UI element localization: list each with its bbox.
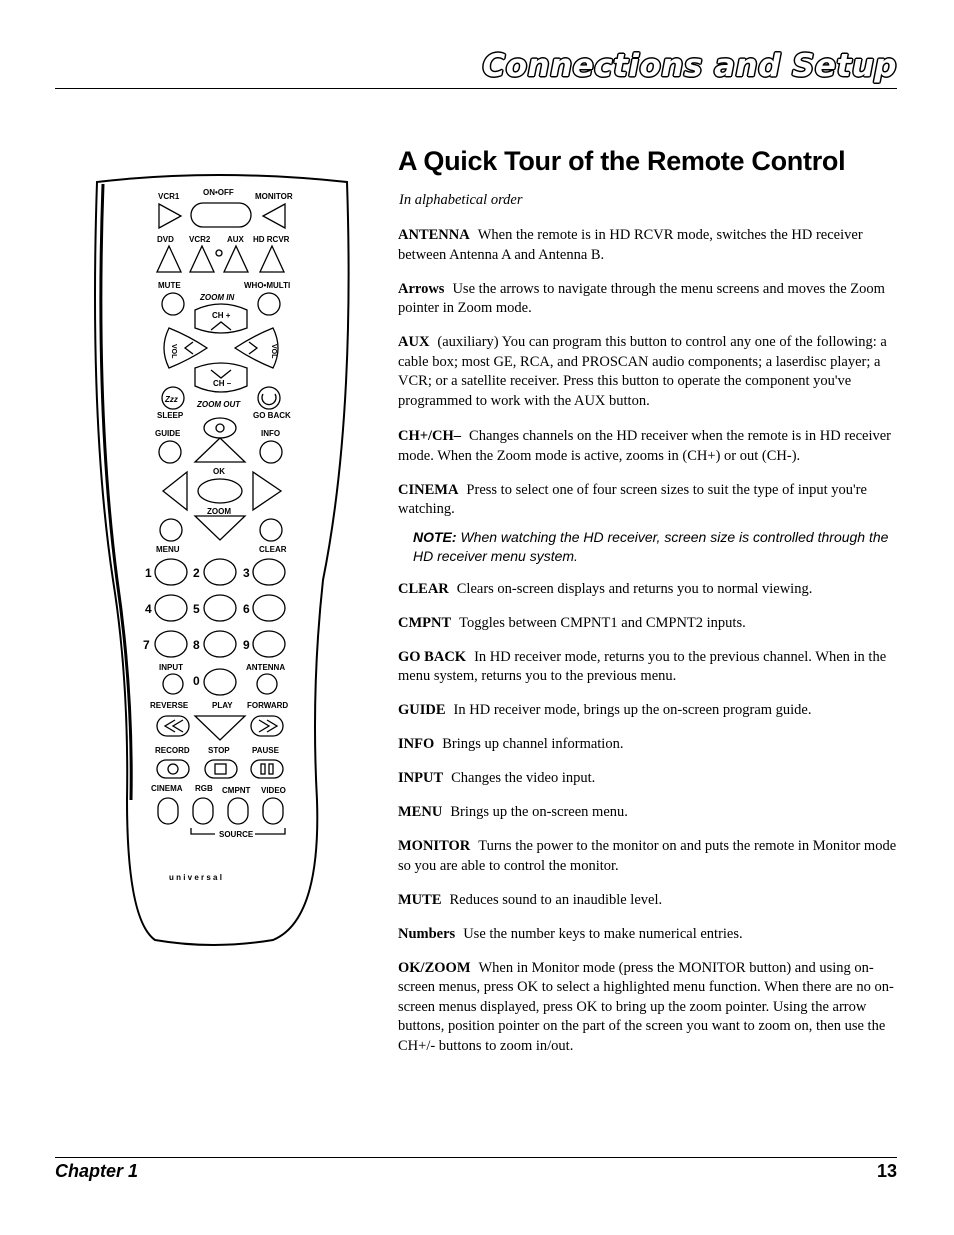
num-2-button (204, 559, 236, 585)
label-monitor: MONITOR (255, 192, 293, 201)
input-button (163, 674, 183, 694)
video-button (263, 798, 283, 824)
label-zoomout: ZOOM OUT (197, 400, 241, 409)
label-pause: PAUSE (252, 746, 279, 755)
cmpnt-button (228, 798, 248, 824)
label-zoomin: ZOOM IN (200, 293, 235, 302)
label-chminus: CH – (213, 379, 232, 388)
record-button (157, 760, 189, 778)
left-arrow-button (163, 472, 187, 510)
label-source: SOURCE (219, 830, 254, 839)
entry-guide: GUIDE In HD receiver mode, brings up the on-screen program guide. (398, 702, 812, 718)
pause-button (251, 760, 283, 778)
label-zoom: ZOOM (207, 507, 231, 516)
label-forward: FORWARD (247, 701, 289, 710)
footer-chapter: Chapter 1 (55, 1161, 139, 1181)
entry-input: INPUT Changes the video input. (398, 770, 596, 786)
entry-goback: GO BACK In HD receiver mode, returns you to the previous channel. When in the menu system, returns you to the previous menu. (398, 648, 887, 684)
brand-logo: u n i v e r s a l (169, 873, 222, 882)
label-aux: AUX (227, 235, 244, 244)
label-num-8: 8 (193, 638, 200, 652)
label-record: RECORD (155, 746, 190, 755)
entry-info: INFO Brings up channel information. (398, 736, 624, 752)
header-rule (55, 88, 897, 89)
num-3-button (253, 559, 285, 585)
aux-button (224, 246, 248, 272)
label-menu: MENU (156, 545, 180, 554)
stop-icon (215, 764, 226, 774)
label-num-6: 6 (243, 602, 250, 616)
vcr2-button (190, 246, 214, 272)
label-num-0: 0 (193, 674, 200, 688)
entry-aux: AUX (auxiliary) You can program this button to control any one of the following: a cable box; most GE, RCA, and PROSCAN audio components; a laserdisc player; a VCR; or a satellite receiver. Press this button to operate the component you've programmed to work with the AUX button. (398, 334, 887, 409)
label-num-5: 5 (193, 602, 200, 616)
label-reverse: REVERSE (150, 701, 189, 710)
menu-button (160, 519, 182, 541)
num-6-button (253, 595, 285, 621)
label-num-9: 9 (243, 638, 250, 652)
label-vcr2: VCR2 (189, 235, 211, 244)
label-num-1: 1 (145, 566, 152, 580)
label-sleep: SLEEP (157, 411, 184, 420)
num-9-button (253, 631, 285, 657)
rewind-icon (165, 720, 183, 732)
num-4-button (155, 595, 187, 621)
entry-ch: CH+/CH– Changes channels on the HD receiver when the remote is in HD receiver mode. When the Zoom mode is active, zooms in (CH+) or out (CH-). (398, 428, 891, 464)
label-vcr1: VCR1 (158, 192, 180, 201)
antenna-button (257, 674, 277, 694)
ok-zoom-button (198, 479, 242, 503)
clear-button (260, 519, 282, 541)
note: NOTE: When watching the HD receiver, screen size is controlled through the HD receiver menu system. (413, 528, 889, 564)
zzz-icon: Zzz (165, 395, 178, 404)
label-stop: STOP (208, 746, 230, 755)
num-0-button (204, 669, 236, 695)
guide-button (159, 441, 181, 463)
go-back-icon (262, 394, 276, 405)
entry-clear: CLEAR Clears on-screen displays and returns you to normal viewing. (398, 580, 813, 597)
label-cmpnt: CMPNT (222, 786, 251, 795)
label-num-4: 4 (145, 602, 152, 616)
whomulti-button (258, 293, 280, 315)
section-title: A Quick Tour of the Remote Control (398, 146, 846, 176)
entry-antenna: ANTENNA When the remote is in HD RCVR mode, switches the HD receiver between Antenna A and Antenna B. (398, 227, 863, 263)
mute-button (162, 293, 184, 315)
up-arrow-button (195, 438, 245, 462)
play-button (195, 716, 245, 740)
pointer-button (204, 418, 236, 438)
label-mute: MUTE (158, 281, 181, 290)
label-cinema: CINEMA (151, 784, 183, 793)
label-chplus: CH + (212, 311, 231, 320)
entry-cinema: CINEMA Press to select one of four screen sizes to suit the type of input you're watching. (398, 481, 867, 517)
monitor-button (263, 204, 285, 228)
entries-list (398, 226, 910, 1071)
num-8-button (204, 631, 236, 657)
goback-button (258, 387, 280, 409)
label-num-3: 3 (243, 566, 250, 580)
footer-rule (55, 1157, 897, 1158)
entry-numbers: Numbers Use the number keys to make numerical entries. (398, 925, 743, 942)
stop-button (205, 760, 237, 778)
label-vol-left: VOL (170, 344, 177, 359)
label-clear: CLEAR (259, 545, 287, 554)
entry-mute: MUTE Reduces sound to an inaudible level. (398, 891, 663, 908)
down-arrow-button (195, 516, 245, 540)
entry-arrows: Arrows Use the arrows to navigate through the menu screens and moves the Zoom pointer in Zoom mode. (398, 280, 885, 316)
label-dvd: DVD (157, 235, 174, 244)
cinema-button (158, 798, 178, 824)
section-subtitle: In alphabetical order (399, 192, 523, 208)
entry-cmpnt: CMPNT Toggles between CMPNT1 and CMPNT2 inputs. (398, 614, 746, 631)
page-header-title: Connections and Setup (482, 48, 897, 84)
label-hdrcvr: HD RCVR (253, 235, 290, 244)
entry-monitor: MONITOR Turns the power to the monitor on and puts the remote in Monitor mode so you are able to control the monitor. (398, 838, 897, 874)
fast-forward-icon (259, 720, 277, 732)
label-info: INFO (261, 429, 281, 438)
entry-menu: MENU Brings up the on-screen menu. (398, 804, 628, 820)
entry-okzoom: OK/ZOOM When in Monitor mode (press the MONITOR button) and using on-screen menus, press OK to select a highlighted menu function. When there are no on-screen menus displayed, press OK to bring up the zoom pointer. Using the arrow buttons, position pointer on the part of the screen you want to zoom on, then use the CH+/- buttons to zoom in/out. (398, 959, 894, 1054)
onoff-button (191, 203, 251, 227)
label-play: PLAY (212, 701, 233, 710)
vcr1-button (159, 204, 181, 228)
label-whomulti: WHO•MULTI (244, 281, 291, 290)
right-arrow-button (253, 472, 281, 510)
label-num-7: 7 (143, 638, 150, 652)
label-video: VIDEO (261, 786, 286, 795)
num-7-button (155, 631, 187, 657)
footer-page-number: 13 (876, 1161, 897, 1181)
label-vol-right: VOL (270, 344, 277, 359)
label-goback: GO BACK (253, 411, 291, 420)
rgb-button (193, 798, 213, 824)
dvd-button (157, 246, 181, 272)
label-num-2: 2 (193, 566, 200, 580)
label-ok: OK (213, 467, 225, 476)
num-5-button (204, 595, 236, 621)
hdrcvr-button (260, 246, 284, 272)
record-icon (168, 764, 178, 774)
pause-icon (261, 764, 265, 774)
remote-control-illustration (85, 160, 365, 960)
label-input: INPUT (159, 663, 183, 672)
info-button (260, 441, 282, 463)
label-onoff: ON•OFF (203, 188, 234, 197)
label-rgb: RGB (195, 784, 213, 793)
label-guide: GUIDE (155, 429, 181, 438)
label-antenna: ANTENNA (246, 663, 286, 672)
num-1-button (155, 559, 187, 585)
